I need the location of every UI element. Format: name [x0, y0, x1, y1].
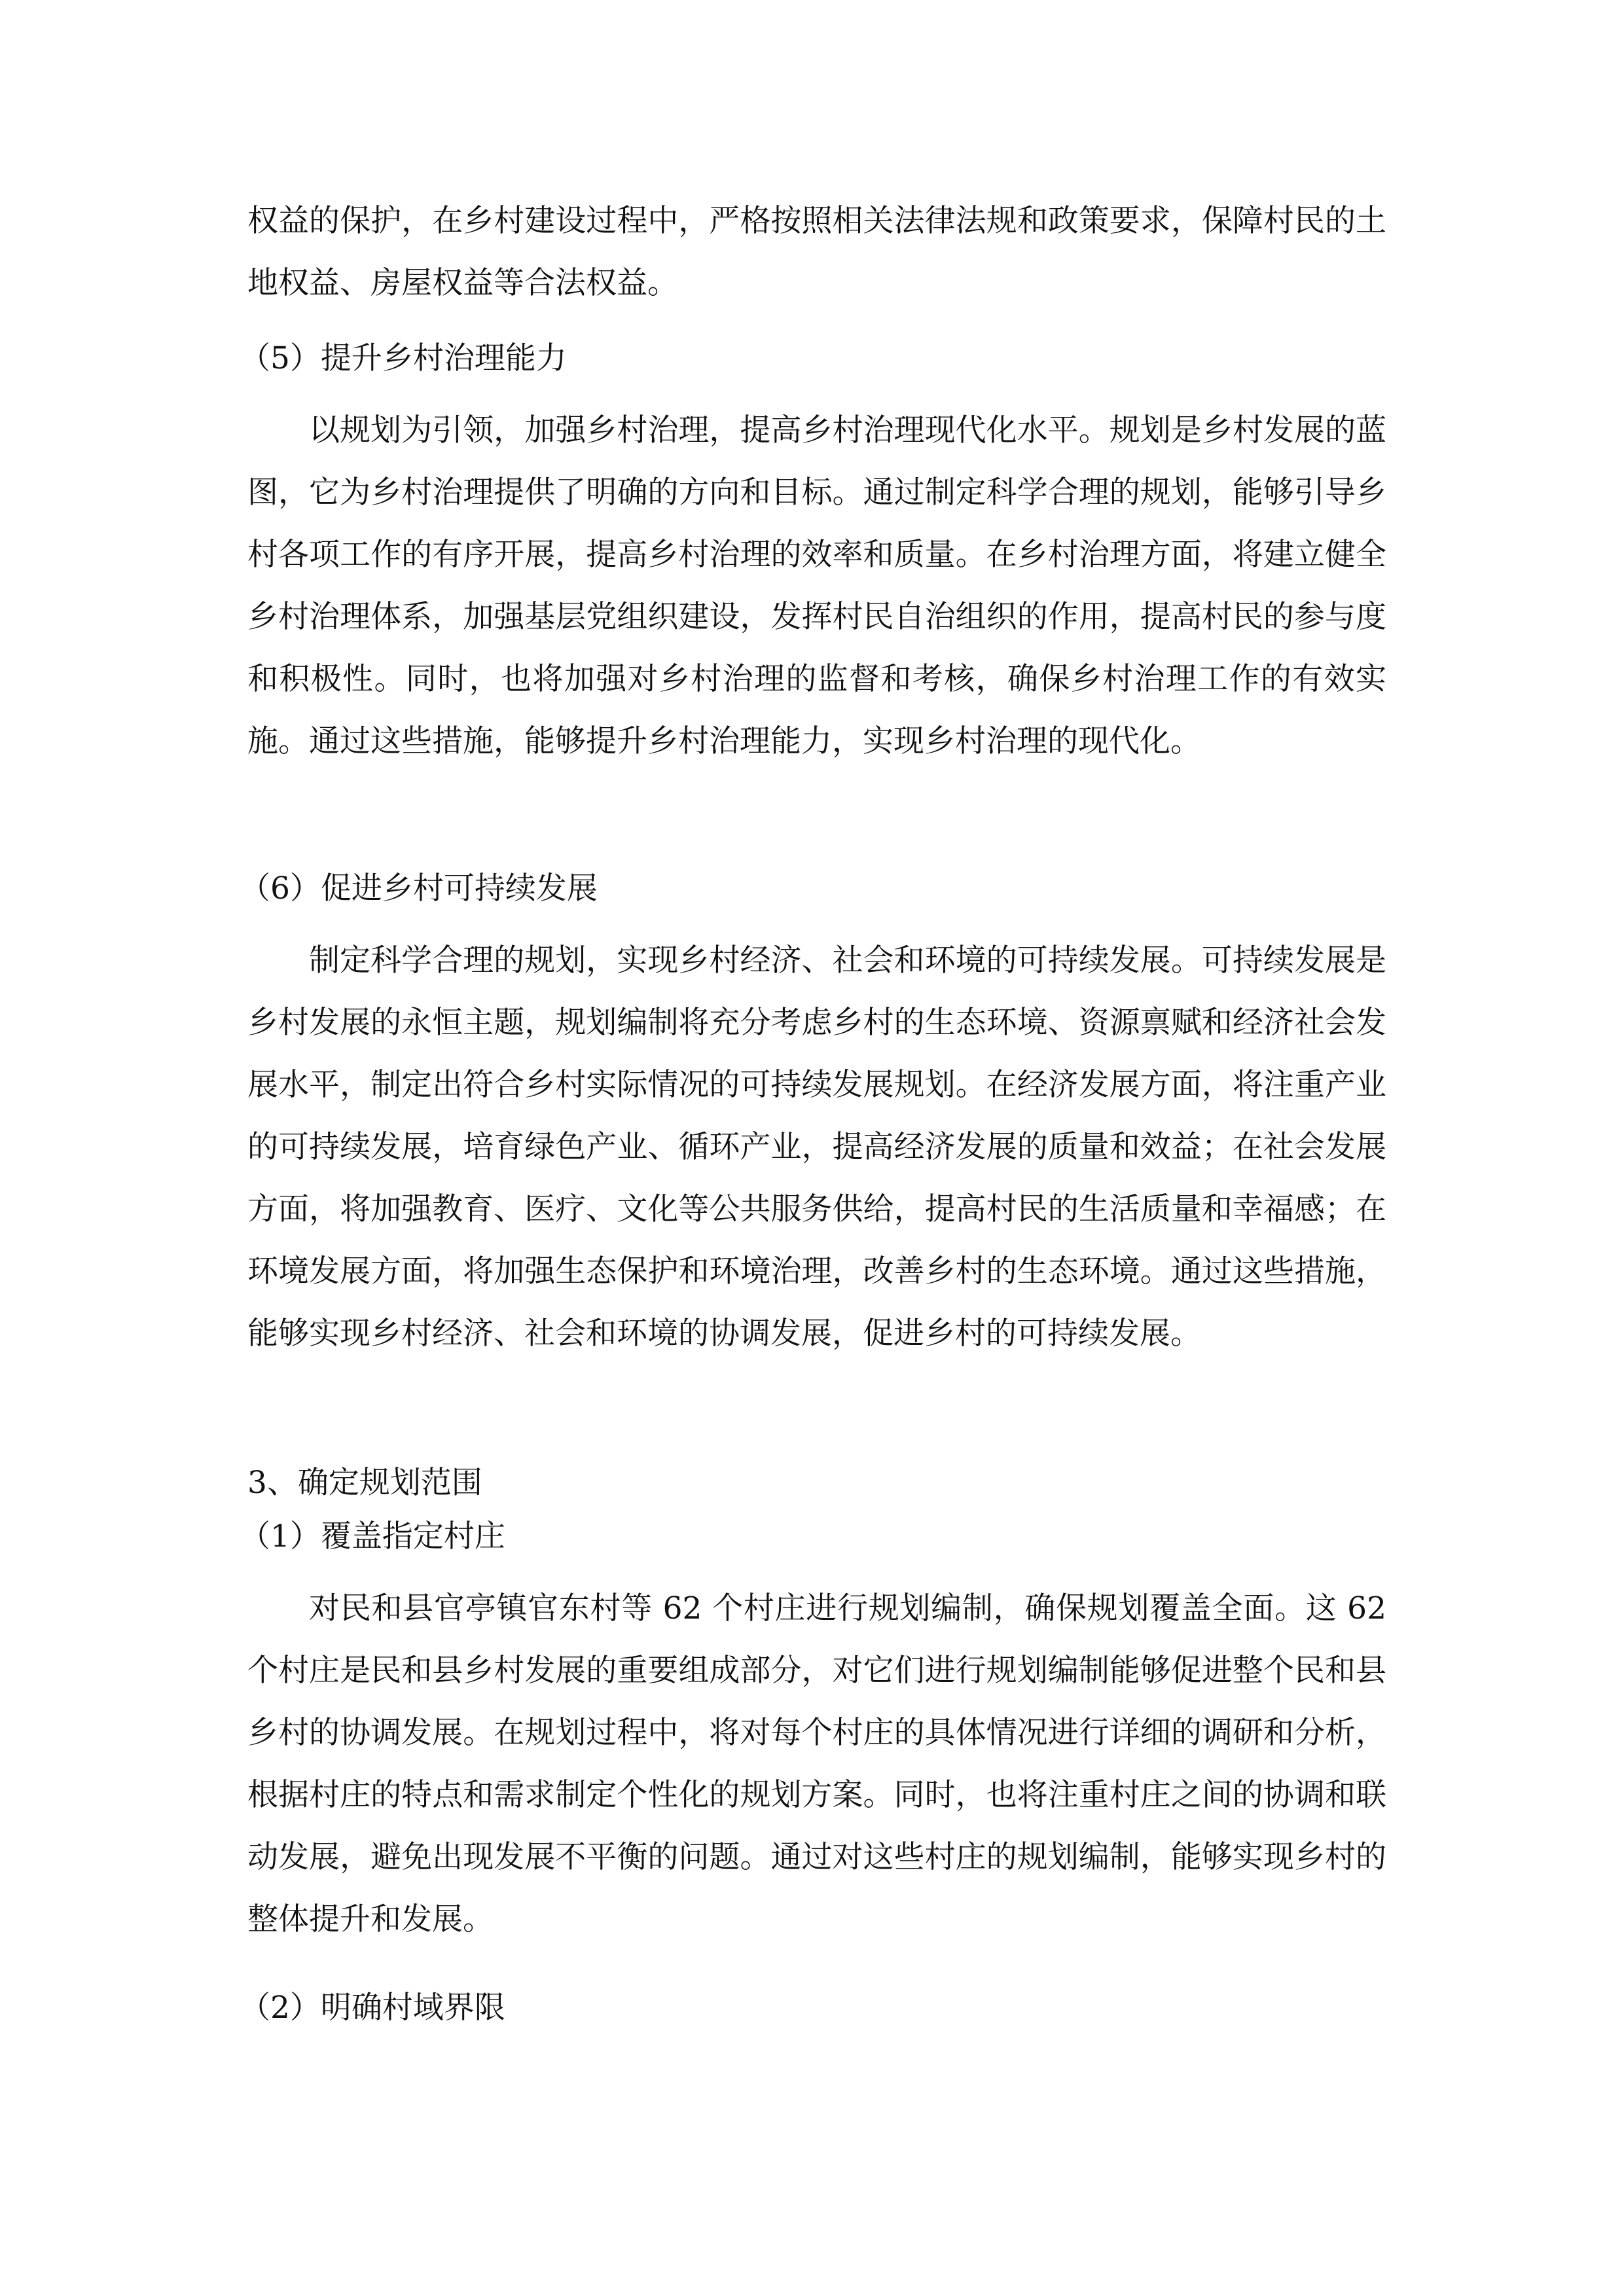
section-heading-planning-scope: 3、确定规划范围 [247, 1465, 482, 1501]
heading-cover-villages: （1）覆盖指定村庄 [240, 1518, 505, 1554]
heading-improve-governance: （5）提升乡村治理能力 [240, 340, 567, 376]
paragraph-sustainable: 制定科学合理的规划，实现乡村经济、社会和环境的可持续发展。可持续发展是乡村发展的永恒主题，规划编制将充分考虑乡村的生态环境、资源禀赋和经济社会发展水平，制定出符合乡村实际情况的可持续发展规划。在经济发展方面，将注重产业的可持续发展，培育绿色产业、循环产业，提高经济发展的质量和效益；在社会发展方面，将加强教育、医疗、文化等公共服务供给，提高村民的生活质量和幸福感；在环境发展方面，将加强生态保护和环境治理，改善乡村的生态环境。通过这些措施，能够实现乡村经济、社会和环境的协调发展，促进乡村的可持续发展。 [247, 942, 1386, 1352]
paragraph-cover-villages: 对民和县官亭镇官东村等 62 个村庄进行规划编制，确保规划覆盖全面。这 62 个村庄是民和县乡村发展的重要组成部分，对它们进行规划编制能够促进整个民和县乡村的协调发展。在规划过程中，将对每个村庄的具体情况进行详细的调研和分析，根据村庄的特点和需求制定个性化的规划方案。同时，也将注重村庄之间的协调和联动发展，避免出现发展不平衡的问题。通过对这些村庄的规划编制，能够实现乡村的整体提升和发展。 [247, 1590, 1386, 1937]
paragraph-governance: 以规划为引领，加强乡村治理，提高乡村治理现代化水平。规划是乡村发展的蓝图，它为乡村治理提供了明确的方向和目标。通过制定科学合理的规划，能够引导乡村各项工作的有序开展，提高乡村治理的效率和质量。在乡村治理方面，将建立健全乡村治理体系，加强基层党组织建设，发挥村民自治组织的作用，提高村民的参与度和积极性。同时，也将加强对乡村治理的监督和考核，确保乡村治理工作的有效实施。通过这些措施，能够提升乡村治理能力，实现乡村治理的现代化。 [247, 412, 1386, 759]
heading-sustainable-development: （6）促进乡村可持续发展 [240, 870, 598, 906]
paragraph-rights-continued: 权益的保护，在乡村建设过程中，严格按照相关法律法规和政策要求，保障村民的土地权益、房屋权益等合法权益。 [247, 203, 1386, 301]
heading-define-boundaries: （2）明确村域界限 [240, 1990, 505, 2026]
